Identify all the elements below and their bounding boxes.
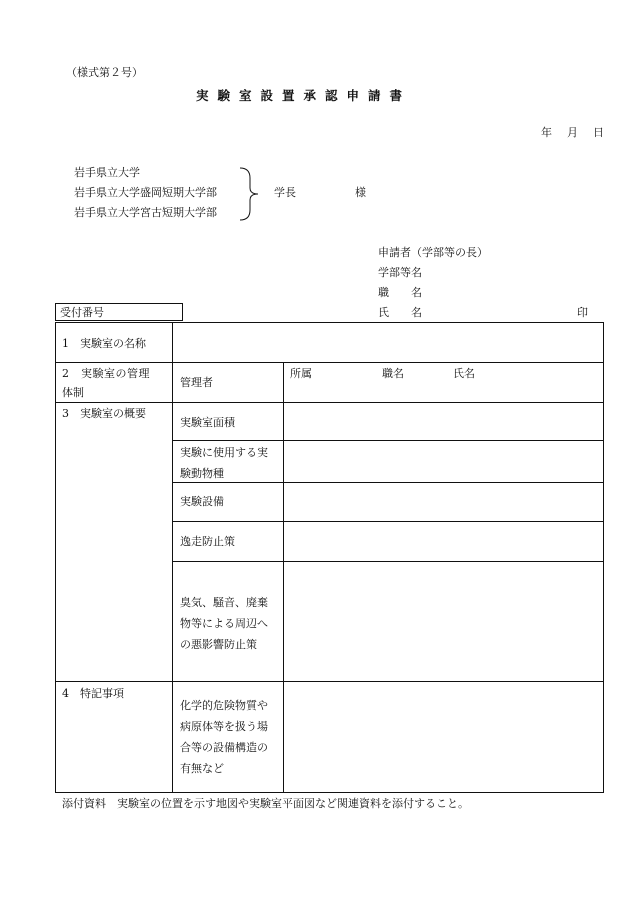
manager-label: 管理者 <box>180 376 213 389</box>
lab-name-field[interactable] <box>180 330 600 358</box>
row-lab-name-label: 1 実験室の名称 <box>62 337 146 350</box>
row-management-label-line2: 体制 <box>62 386 84 399</box>
row-special-notes-label: 4 特記事項 <box>62 687 124 700</box>
special-notes-field[interactable] <box>290 686 598 786</box>
department-label: 学部等名 <box>378 266 422 279</box>
addressee-university-3: 岩手県立大学宮古短期大学部 <box>74 206 217 219</box>
environment-impact-label: 臭気、騒音、廃棄 物等による周辺へ の悪影響防止策 <box>180 596 268 651</box>
manager-position-label: 職名 <box>382 367 404 380</box>
form-number: （様式第２号） <box>66 66 143 79</box>
animal-species-field[interactable] <box>290 446 598 478</box>
applicant-label: 申請者（学部等の長） <box>378 246 488 259</box>
seal-mark: 印 <box>577 306 588 319</box>
receipt-number-label: 受付番号 <box>60 306 104 319</box>
row-management-label-line1: 2 実験室の管理 <box>62 367 150 380</box>
position-label: 職 名 <box>378 286 422 299</box>
recipient-title: 学長 <box>274 186 296 199</box>
special-notes-sub-label: 化学的危険物質や 病原体等を扱う場 合等の設備構造の 有無など <box>180 699 268 775</box>
equipment-field[interactable] <box>290 487 598 517</box>
lab-area-field[interactable] <box>290 406 598 436</box>
name-label: 氏 名 <box>378 306 422 319</box>
manager-name-label: 氏名 <box>453 367 475 380</box>
addressee-university-2: 岩手県立大学盛岡短期大学部 <box>74 186 217 199</box>
affiliation-label: 所属 <box>290 367 312 380</box>
lab-area-label: 実験室面積 <box>180 416 235 429</box>
equipment-label: 実験設備 <box>180 495 224 508</box>
recipient-honorific: 様 <box>355 186 366 199</box>
attachment-note: 添付資料 実験室の位置を示す地図や実験室平面図など関連資料を添付すること。 <box>62 797 469 810</box>
animal-species-label: 実験に使用する実 験動物種 <box>180 446 268 480</box>
escape-prevention-label: 逸走防止策 <box>180 535 235 548</box>
date-line: 年 月 日 <box>541 126 606 139</box>
row-overview-label: 3 実験室の概要 <box>62 407 146 420</box>
environment-impact-field[interactable] <box>290 566 598 676</box>
addressee-university-1: 岩手県立大学 <box>74 166 140 179</box>
escape-prevention-field[interactable] <box>290 526 598 556</box>
page-title: 実験室設置承認申請書 <box>196 88 412 103</box>
